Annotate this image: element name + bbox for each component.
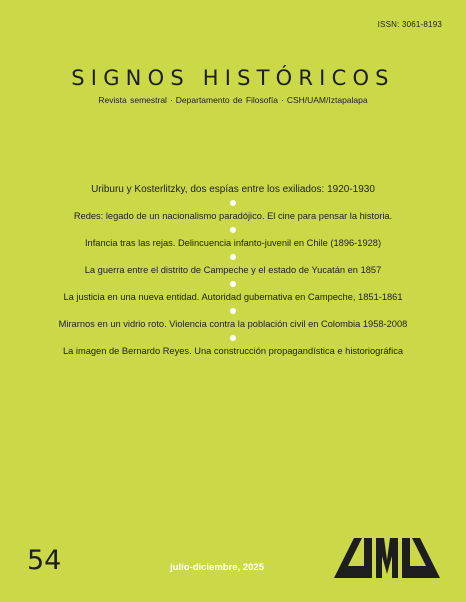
article-title: Uriburu y Kosterlitzky, dos espías entre los exiliados: 1920-1930	[91, 184, 375, 195]
article-list	[0, 183, 466, 358]
subtitle-institution: CSH/UAM/Iztapalapa	[286, 95, 368, 105]
bullet-dot-icon	[230, 308, 236, 314]
article-title: La guerra entre el distrito de Campeche y el estado de Yucatán en 1857	[84, 265, 382, 275]
article-title: La imagen de Bernardo Reyes. Una construcción propagandística e historiográfica	[62, 346, 404, 356]
subtitle-frequency: Revista semestral	[98, 95, 167, 105]
article-title: La justicia en una nueva entidad. Autoridad gubernativa en Campeche, 1851-1861	[63, 292, 403, 302]
bullet-dot-icon	[230, 200, 236, 206]
bullet-dot-icon	[230, 281, 236, 287]
article-title: Infancia tras las rejas. Delincuencia infanto-juvenil en Chile (1896-1928)	[84, 238, 382, 248]
uam-logo-icon	[334, 538, 440, 578]
bullet-dot-icon	[230, 227, 236, 233]
subtitle-department: Departamento de Filosofía	[175, 95, 278, 105]
issue-number: 54	[27, 545, 62, 576]
journal-title: SIGNOS HISTÓRICOS	[71, 66, 395, 91]
article-title: Redes: legado de un nacionalismo paradójico. El cine para pensar la historia.	[73, 211, 393, 221]
issn-label: ISSN: 3061-8193	[377, 20, 442, 29]
journal-subtitle: Revista semestral · Departamento de Filosofía · CSH/UAM/Iztapalapa	[98, 95, 368, 105]
article-title: Mirarnos en un vidrio roto. Violencia contra la población civil en Colombia 1958-2008	[58, 319, 408, 329]
issue-date: julio-diciembre, 2025	[170, 562, 264, 573]
bullet-dot-icon	[230, 335, 236, 341]
bullet-dot-icon	[230, 254, 236, 260]
